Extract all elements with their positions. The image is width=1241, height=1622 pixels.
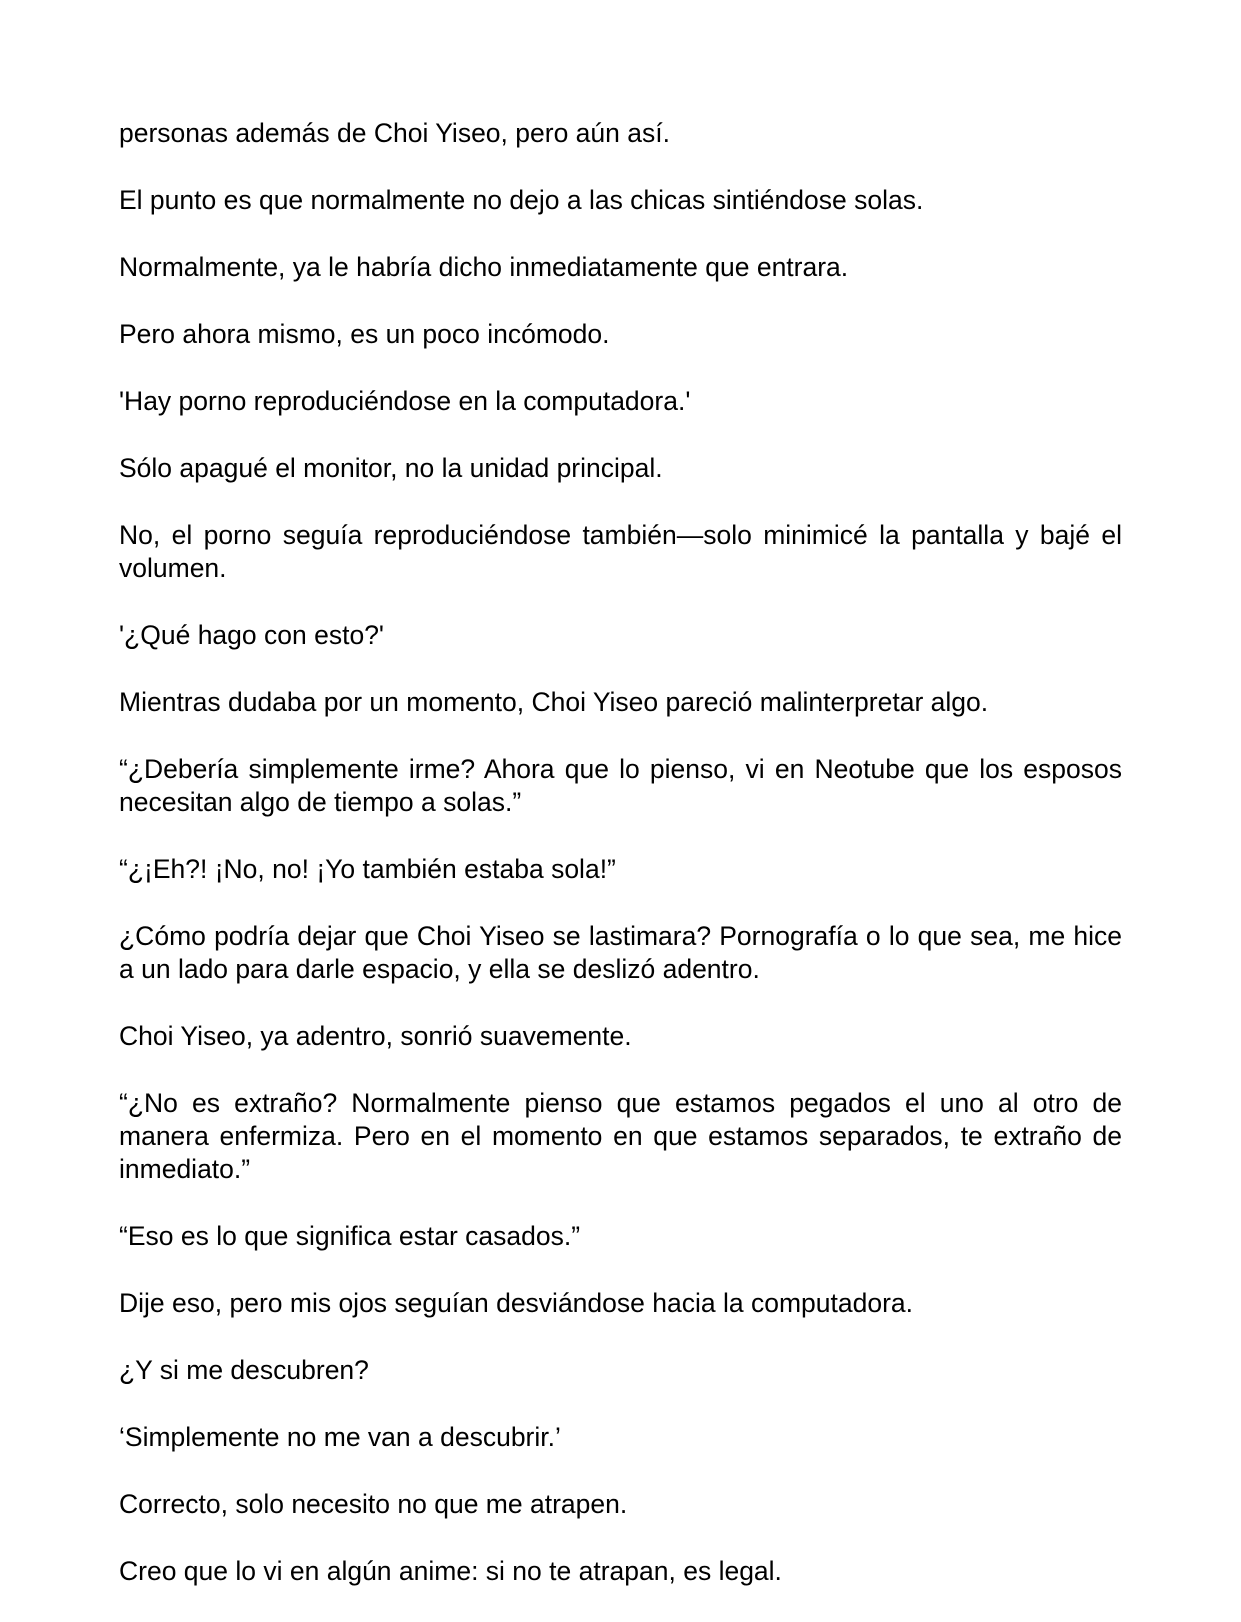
paragraph: “¿No es extraño? Normalmente pienso que estamos pegados el uno al otro de manera enfermiza. Pero en el momento en que estamos separados, te extraño de inmediato.” — [119, 1088, 1122, 1184]
paragraph: ¿Y si me descubren? — [119, 1355, 369, 1385]
paragraph: Normalmente, ya le habría dicho inmediatamente que entrara. — [119, 252, 849, 282]
paragraph: Creo que lo vi en algún anime: si no te atrapan, es legal. — [119, 1556, 782, 1586]
paragraph: '¿Qué hago con esto?' — [119, 620, 384, 650]
paragraph: 'Hay porno reproduciéndose en la computadora.' — [119, 386, 691, 416]
paragraph: Sólo apagué el monitor, no la unidad principal. — [119, 453, 663, 483]
paragraph: ¿Cómo podría dejar que Choi Yiseo se lastimara? Pornografía o lo que sea, me hice a un lado para darle espacio, y ella se deslizó adentro. — [119, 921, 1122, 984]
paragraph: Dije eso, pero mis ojos seguían desviándose hacia la computadora. — [119, 1288, 913, 1318]
paragraph: No, el porno seguía reproduciéndose también—solo minimicé la pantalla y bajé el volumen. — [119, 520, 1122, 583]
paragraph: Correcto, solo necesito no que me atrapen. — [119, 1489, 628, 1519]
paragraph: Choi Yiseo, ya adentro, sonrió suavemente. — [119, 1021, 632, 1051]
paragraph: personas además de Choi Yiseo, pero aún así. — [119, 118, 670, 148]
page-body-text — [119, 117, 1122, 1622]
paragraph: “¿¡Eh?! ¡No, no! ¡Yo también estaba sola!” — [119, 854, 616, 884]
paragraph: Mientras dudaba por un momento, Choi Yiseo pareció malinterpretar algo. — [119, 687, 989, 717]
paragraph: ‘Simplemente no me van a descubrir.’ — [119, 1422, 561, 1452]
paragraph: El punto es que normalmente no dejo a las chicas sintiéndose solas. — [119, 185, 924, 215]
paragraph: “Eso es lo que significa estar casados.” — [119, 1221, 581, 1251]
paragraph: “¿Debería simplemente irme? Ahora que lo pienso, vi en Neotube que los esposos necesitan algo de tiempo a solas.” — [119, 754, 1122, 817]
paragraph: Pero ahora mismo, es un poco incómodo. — [119, 319, 610, 349]
